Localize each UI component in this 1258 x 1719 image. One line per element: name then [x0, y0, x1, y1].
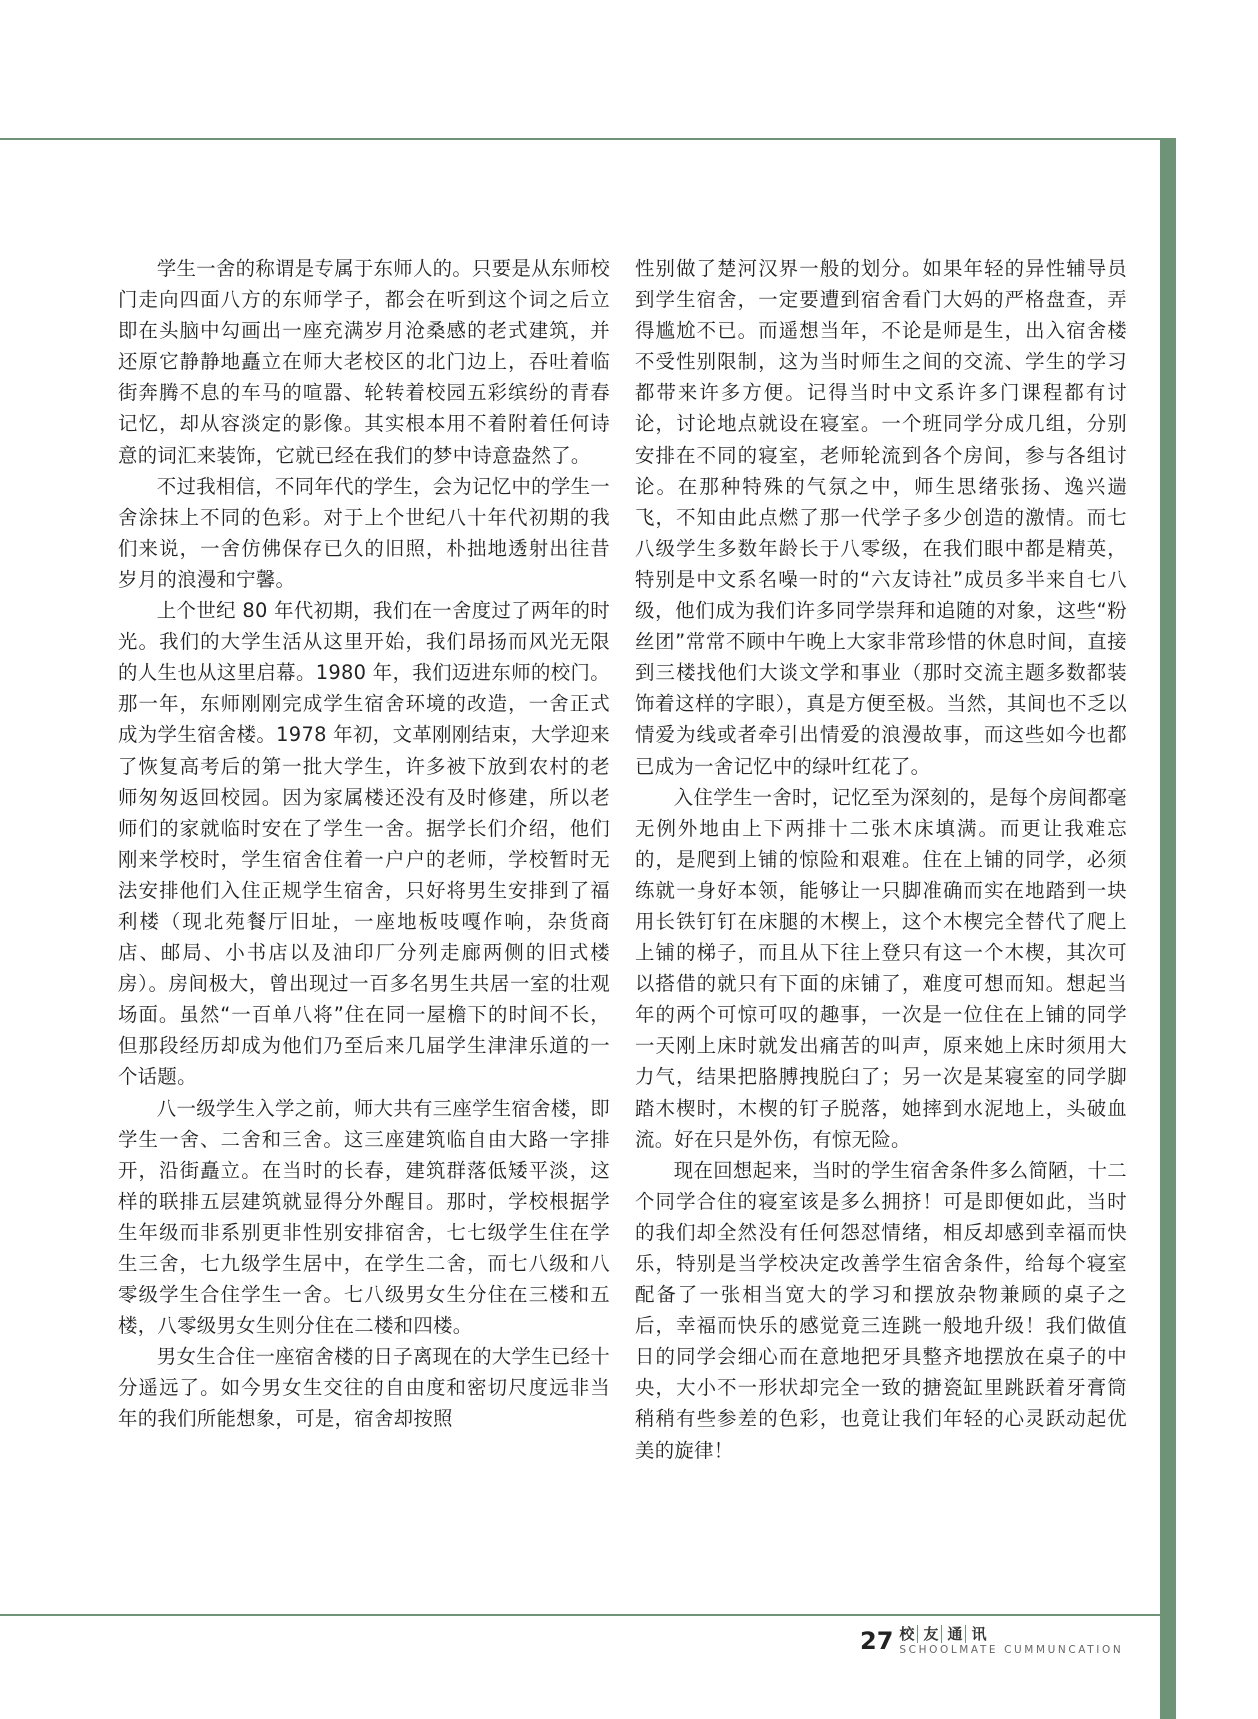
page-footer	[860, 1621, 1123, 1661]
masthead	[899, 1625, 1123, 1657]
masthead-char: 通	[941, 1625, 964, 1643]
article-paragraph: 八一级学生入学之前，师大共有三座学生宿舍楼，即学生一舍、二舍和三舍。这三座建筑临自由大路一字排开，沿街矗立。在当时的长春，建筑群落低矮平淡，这样的联排五层建筑就显得分外醒目。那时，学校根据学生年级而非系别更非性别安排宿舍，七七级学生住在学生三舍，七九级学生居中，在学生二舍，而七八级和八零级学生合住学生一舍。七八级男女生分住在三楼和五楼，八零级男女生则分住在二楼和四楼。	[118, 1096, 610, 1338]
top-divider-line	[0, 138, 1160, 140]
bottom-divider-line	[0, 1614, 1160, 1616]
masthead-char: 校	[899, 1625, 917, 1643]
article-column-right	[635, 253, 1127, 1466]
page-number: 27	[860, 1627, 894, 1655]
article-paragraph: 不过我相信，不同年代的学生，会为记忆中的学生一舍涂抹上不同的色彩。对于上个世纪八十年代初期的我们来说，一舍仿佛保存已久的旧照，朴拙地透射出往昔岁月的浪漫和宁馨。	[118, 474, 610, 591]
article-paragraph: 性别做了楚河汉界一般的划分。如果年轻的异性辅导员到学生宿舍，一定要遭到宿舍看门大妈的严格盘查，弄得尴尬不已。而遥想当年，不论是师是生，出入宿舍楼不受性别限制，这为当时师生之间的交流、学生的学习都带来许多方便。记得当时中文系许多门课程都有讨论，讨论地点就设在寝室。一个班同学分成几组，分别安排在不同的寝室，老师轮流到各个房间，参与各组讨论。在那种特殊的气氛之中，师生思绪张扬、逸兴遄飞，不知由此点燃了那一代学子多少创造的激情。而七八级学生多数年龄长于八零级，在我们眼中都是精英，特别是中文系名噪一时的“六友诗社”成员多半来自七八级，他们成为我们许多同学崇拜和追随的对象，这些“粉丝团”常常不顾中午晚上大家非常珍惜的休息时间，直接到三楼找他们大谈文学和事业（那时交流主题多数都装饰着这样的字眼），真是方便至极。当然，其间也不乏以情爱为线或者牵引出情爱的浪漫故事，而这些如今也都已成为一舍记忆中的绿叶红花了。	[635, 257, 1127, 778]
article-paragraph: 入住学生一舍时，记忆至为深刻的，是每个房间都毫无例外地由上下两排十二张木床填满。而更让我难忘的，是爬到上铺的惊险和艰难。住在上铺的同学，必须练就一身好本领，能够让一只脚准确而实在地踏到一块用长铁钉钉在床腿的木楔上，这个木楔完全替代了爬上上铺的梯子，而且从下往上登只有这一个木楔，其次可以搭借的就只有下面的床铺了，难度可想而知。想起当年的两个可惊可叹的趣事，一次是一位住在上铺的同学一天刚上床时就发出痛苦的叫声，原来她上床时须用大力气，结果把胳膊拽脱臼了；另一次是某寝室的同学脚踏木楔时，木楔的钉子脱落，她摔到水泥地上，头破血流。好在只是外伤，有惊无险。	[635, 785, 1127, 1151]
masthead-english: SCHOOLMATE CUMMUNCATION	[899, 1644, 1124, 1656]
masthead-char: 友	[917, 1625, 940, 1643]
article-paragraph: 上个世纪 80 年代初期，我们在一舍度过了两年的时光。我们的大学生活从这里开始，我们昂扬而风光无限的人生也从这里启幕。1980 年，我们迈进东师的校门。那一年，东师刚刚完成学生宿舍环境的改造，一舍正式成为学生宿舍楼。1978 年初，文革刚刚结束，大学迎来了恢复高考后的第一批大学生，许多被下放到农村的老师匆匆返回校园。因为家属楼还没有及时修建，所以老师们的家就临时安在了学生一舍。据学长们介绍，他们刚来学校时，学生宿舍住着一户户的老师，学校暂时无法安排他们入住正规学生宿舍，只好将男生安排到了福利楼（现北苑餐厅旧址，一座地板吱嘎作响，杂货商店、邮局、小书店以及油印厂分列走廊两侧的旧式楼房）。房间极大，曾出现过一百多名男生共居一室的壮观场面。虽然“一百单八将”住在同一屋檐下的时间不长，但那段经历却成为他们乃至后来几届学生津津乐道的一个话题。	[118, 599, 610, 1089]
masthead-chinese	[899, 1625, 1123, 1643]
article-paragraph: 学生一舍的称谓是专属于东师人的。只要是从东师校门走向四面八方的东师学子，都会在听到这个词之后立即在头脑中勾画出一座充满岁月沧桑感的老式建筑，并还原它静静地矗立在师大老校区的北门边上，吞吐着临街奔腾不息的车马的喧嚣、轮转着校园五彩缤纷的青春记忆，却从容淡定的影像。其实根本用不着附着任何诗意的词汇来装饰，它就已经在我们的梦中诗意盎然了。	[118, 257, 610, 467]
right-accent-bar	[1160, 138, 1176, 1719]
masthead-char: 讯	[965, 1625, 988, 1643]
article-paragraph: 现在回想起来，当时的学生宿舍条件多么简陋，十二个同学合住的寝室该是多么拥挤！可是即便如此，当时的我们却全然没有任何怨怼情绪，相反却感到幸福而快乐，特别是当学校决定改善学生宿舍条件，给每个寝室配备了一张相当宽大的学习和摆放杂物兼顾的桌子之后，幸福而快乐的感觉竟三连跳一般地升级！我们做值日的同学会细心而在意地把牙具整齐地摆放在桌子的中央，大小不一形状却完全一致的搪瓷缸里跳跃着牙膏筒稍稍有些参差的色彩，也竟让我们年轻的心灵跃动起优美的旋律！	[635, 1158, 1127, 1462]
article-column-left	[118, 253, 610, 1435]
article-paragraph: 男女生合住一座宿舍楼的日子离现在的大学生已经十分遥远了。如今男女生交往的自由度和密切尺度远非当年的我们所能想象，可是，宿舍却按照	[118, 1345, 610, 1431]
